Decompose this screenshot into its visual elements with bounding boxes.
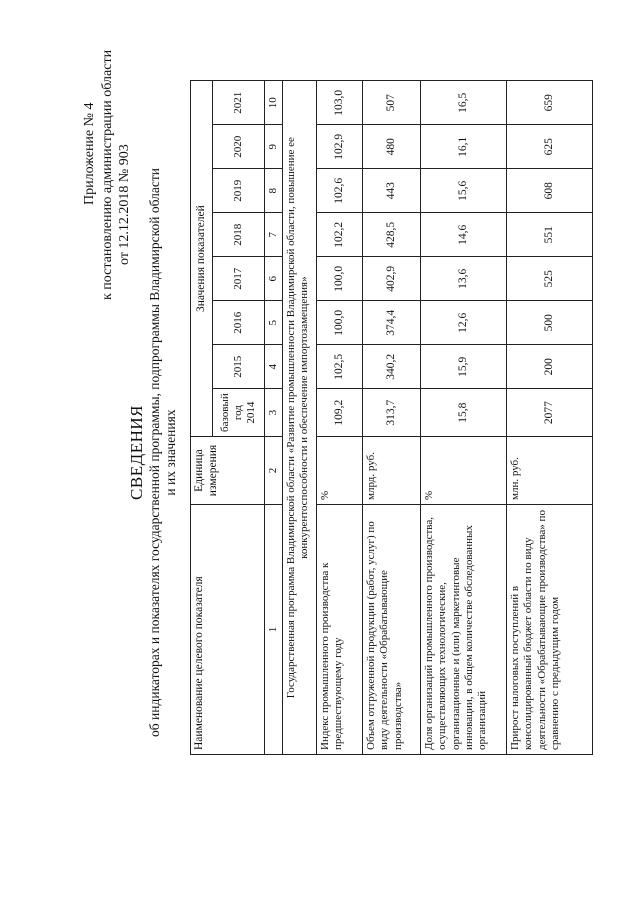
indicator-value: 2077 [507, 389, 593, 437]
indicator-value: 12,6 [421, 301, 507, 345]
indicator-value: 525 [507, 257, 593, 301]
indicator-value: 500 [507, 301, 593, 345]
indicator-name: Доля организаций промышленного производства, осуществляющих технологические, организационные и (или) маркетинговые инновации, в общем количестве обследованных организаций [421, 505, 507, 755]
column-number: 6 [265, 257, 283, 301]
indicator-value: 102,2 [317, 213, 363, 257]
column-number: 7 [265, 213, 283, 257]
program-row [283, 81, 317, 755]
indicators-table [190, 80, 593, 755]
indicator-value: 15,6 [421, 169, 507, 213]
header-year: 2019 [213, 169, 265, 213]
indicator-value: 608 [507, 169, 593, 213]
indicator-value: 102,5 [317, 345, 363, 389]
indicator-value: 100,0 [317, 257, 363, 301]
program-title: Государственная программа Владимирской области «Развитие промышленности Владимирской области, повышение ее конкурентоспособности и обеспечение импортозамещения» [283, 81, 317, 755]
indicator-name: Индекс промышленного производства к предшествующему году [317, 505, 363, 755]
header-unit: Единица измерения [191, 437, 265, 505]
header-indicator-name: Наименование целевого показателя [191, 505, 265, 755]
header-year: 2015 [213, 345, 265, 389]
indicator-value: 428,5 [363, 213, 421, 257]
indicator-value: 507 [363, 81, 421, 125]
document-subtitle: об индикаторах и показателях государственной программы, подпрограммы Владимирской области [147, 168, 162, 737]
header-year: 2016 [213, 301, 265, 345]
indicator-value: 100,0 [317, 301, 363, 345]
table-row [363, 81, 421, 755]
indicator-value: 15,8 [421, 389, 507, 437]
indicator-value: 480 [363, 125, 421, 169]
column-number: 9 [265, 125, 283, 169]
indicator-value: 16,5 [421, 81, 507, 125]
indicator-unit: млн. руб. [507, 437, 593, 505]
indicator-value: 13,6 [421, 257, 507, 301]
column-number: 5 [265, 301, 283, 345]
column-number: 4 [265, 345, 283, 389]
indicator-value: 340,2 [363, 345, 421, 389]
column-numbers-row [265, 81, 283, 755]
indicator-value: 102,9 [317, 125, 363, 169]
indicator-value: 109,2 [317, 389, 363, 437]
indicator-unit: % [421, 437, 507, 505]
document-subtitle-continued: и их значениях [163, 409, 178, 496]
appendix-decree-reference: к постановлению администрации области [100, 49, 115, 300]
indicator-value: 103,0 [317, 81, 363, 125]
column-number: 2 [265, 437, 283, 505]
indicator-unit: % [317, 437, 363, 505]
indicator-value: 14,6 [421, 213, 507, 257]
header-year: 2020 [213, 125, 265, 169]
column-number: 10 [265, 81, 283, 125]
indicator-unit: млрд. руб. [363, 437, 421, 505]
indicator-name: Объем отгруженной продукции (работ, услуг) по виду деятельности «Обрабатывающие производства» [363, 505, 421, 755]
indicator-value: 313,7 [363, 389, 421, 437]
column-number: 1 [265, 505, 283, 755]
appendix-number: Приложение № 4 [82, 102, 97, 205]
indicator-value: 200 [507, 345, 593, 389]
indicator-value: 443 [363, 169, 421, 213]
header-values-group: Значения показателей [191, 81, 213, 437]
indicator-value: 16,1 [421, 125, 507, 169]
appendix-decree-date-number: от 12.12.2018 № 903 [117, 144, 132, 265]
indicator-value: 551 [507, 213, 593, 257]
column-number: 3 [265, 389, 283, 437]
indicator-value: 102,6 [317, 169, 363, 213]
indicator-name: Прирост налоговых поступлений в консолидированный бюджет области по виду деятельности «Обрабатывающие производства» по сравнению с предыдущим годом [507, 505, 593, 755]
indicator-value: 625 [507, 125, 593, 169]
indicator-value: 402,9 [363, 257, 421, 301]
header-year: 2018 [213, 213, 265, 257]
header-year: 2021 [213, 81, 265, 125]
header-row [191, 81, 213, 755]
indicator-value: 374,4 [363, 301, 421, 345]
indicator-value: 659 [507, 81, 593, 125]
document-title: СВЕДЕНИЯ [127, 405, 146, 500]
table-row [507, 81, 593, 755]
column-number: 8 [265, 169, 283, 213]
header-year: базовый год 2014 [213, 389, 265, 437]
table-row [421, 81, 507, 755]
header-year: 2017 [213, 257, 265, 301]
table-row [317, 81, 363, 755]
indicator-value: 15,9 [421, 345, 507, 389]
